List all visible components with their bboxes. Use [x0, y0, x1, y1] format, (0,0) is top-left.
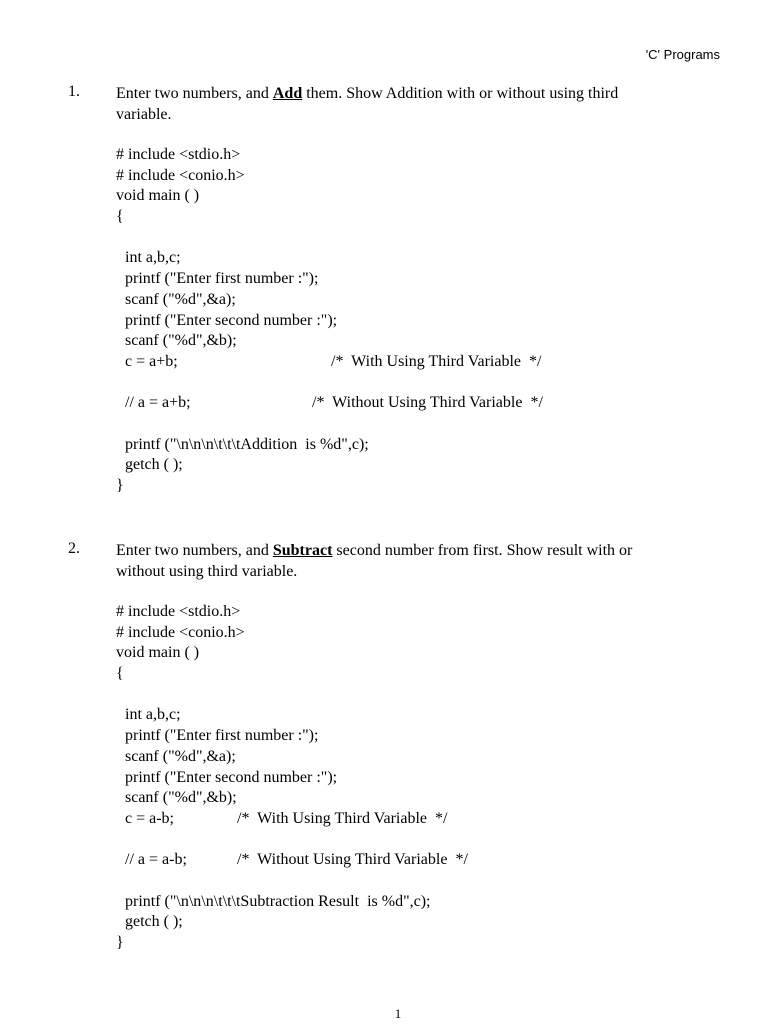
code-line: void main ( ) — [116, 644, 200, 662]
code-line: int a,b,c; — [125, 249, 181, 267]
code-line: printf ("Enter second number :"); — [125, 311, 338, 329]
question-text: second number from first. Show result with or without using third variable. — [116, 542, 633, 580]
code-line: scanf ("%d",&b); — [125, 332, 237, 350]
program-number: 2. — [68, 540, 80, 557]
program-question — [116, 540, 636, 582]
code-line — [116, 352, 542, 373]
code-block — [116, 145, 543, 497]
code-line — [116, 850, 468, 871]
code-statement: c = a+b; — [125, 352, 178, 370]
page-header: 'C' Programs — [645, 47, 720, 62]
code-line: { — [116, 665, 124, 683]
code-block — [116, 602, 468, 954]
code-line — [116, 809, 448, 830]
code-comment: /* With Using Third Variable */ — [331, 352, 542, 370]
question-text: Enter two numbers, and — [116, 542, 273, 559]
program-question — [116, 83, 636, 125]
blank-line — [116, 871, 430, 892]
question-text: them. Show Addition with or without using third variable. — [116, 85, 619, 123]
code-line: } — [116, 934, 124, 951]
blank-line — [116, 228, 369, 249]
code-line — [116, 393, 543, 414]
question-text: Enter two numbers, and — [116, 85, 273, 102]
program-number: 1. — [68, 83, 80, 100]
code-line: # include <stdio.h> — [116, 603, 241, 620]
code-line: { — [116, 208, 124, 226]
page-number: 1 — [394, 1006, 402, 1021]
code-line: printf ("Enter second number :"); — [125, 768, 338, 786]
code-line: getch ( ); — [125, 456, 183, 474]
question-keyword: Subtract — [272, 542, 333, 559]
code-comment: /* With Using Third Variable */ — [237, 809, 448, 827]
code-line: # include <conio.h> — [116, 166, 245, 184]
question-keyword: Add — [272, 85, 303, 102]
code-line: printf ("Enter first number :"); — [125, 270, 319, 288]
code-line: # include <conio.h> — [116, 623, 245, 641]
code-statement: c = a-b; — [125, 809, 174, 827]
code-comment: /* Without Using Third Variable */ — [312, 394, 543, 412]
code-line: printf ("Enter first number :"); — [125, 727, 319, 745]
blank-line — [116, 373, 369, 394]
blank-line — [116, 414, 369, 435]
blank-line — [116, 685, 430, 706]
code-line: printf ("\n\n\n\t\t\tSubtraction Result is %d",c); — [125, 892, 431, 910]
code-statement: // a = a+b; — [125, 394, 191, 412]
code-line: printf ("\n\n\n\t\t\tAddition is %d",c); — [125, 435, 369, 453]
code-line: scanf ("%d",&a); — [125, 747, 236, 765]
code-line: scanf ("%d",&b); — [125, 789, 237, 807]
code-statement: // a = a-b; — [125, 851, 187, 869]
code-comment: /* Without Using Third Variable */ — [237, 851, 468, 869]
blank-line — [116, 830, 430, 851]
code-line: int a,b,c; — [125, 706, 181, 724]
code-line: # include <stdio.h> — [116, 146, 241, 163]
code-line: scanf ("%d",&a); — [125, 290, 236, 308]
code-line: getch ( ); — [125, 913, 183, 931]
code-line: void main ( ) — [116, 187, 200, 205]
code-line: } — [116, 477, 124, 494]
